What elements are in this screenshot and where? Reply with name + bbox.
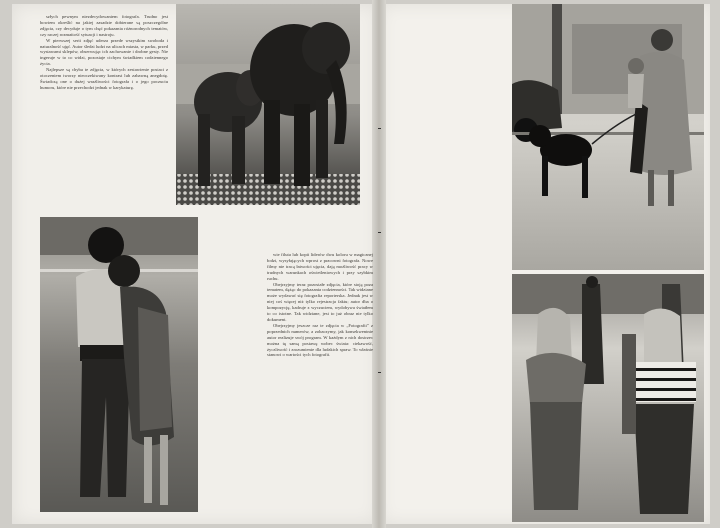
article-paragraph: wie filuta lub kopii liderów dwu koloru w magicznej łodzi, wysyłających wprost z pracowni fotografa. Nowe filmy nie tracą łatwości ujęcia, dają możliwość pracy w trudnych warunkach oświetleniowych i przy szybkim ruchu. <box>267 252 373 281</box>
article-column-2 <box>267 252 373 502</box>
article-paragraph: Najlepsze są chyba te zdjęcia, w których zestawienie postaci z otoczeniem tworzy nieoczekiwany kontrast lub zabawną anegdotę. Świadczą one o dużej wrażliwości fotografa i o jego poczuciu humoru, które nie przechodzi jednak w karykaturę. <box>40 67 168 90</box>
gutter-mark <box>378 232 381 233</box>
gutter-mark <box>378 128 381 129</box>
article-paragraph: Obejrzyjmy teraz pozostałe zdjęcia, które stoją poza tematem, dążąc do pokazania codzienności. Tak widziane może wydawać się fotografia reporterska. Jednak jest w niej coś więcej niż tylko rejestracja faktu; autor dba o kompozycję, kadruje z wyczuciem, wydobywa światłem to co istotne. Tak widziane, jest to już obraz nie tylko dokument. <box>267 281 373 322</box>
article-paragraph: W pierwszej serii zdjęć uderza przede wszystkim swoboda i naturalność ujęć. Autor śledzi ludzi na ulicach miasta, w parku, przed wystawami sklepów, obserwując ich zachowanie i drobne gesty. Nie ingeruje w to co widzi, pozostaje cichym świadkiem codziennego życia. <box>40 37 168 67</box>
women-walking-photo <box>512 274 704 522</box>
poodle-woman-photo <box>512 4 704 270</box>
couple-photo <box>40 217 198 512</box>
elephants-photo <box>176 4 360 205</box>
article-paragraph: szłych pewnym niezdecydowaniem fotografa. Trudno jest bowiem określić na jakiej zasadzie dobierane są poszczególne zdjęcia, czy decyduje o tym chęć pokazania różnorodnych tematów, czy raczej rozmaitość sytuacji i nastroju. <box>40 14 168 37</box>
page-gutter <box>372 0 386 528</box>
gutter-mark <box>378 372 381 373</box>
article-column-1 <box>40 14 168 184</box>
article-paragraph: Obejrzyjmy jeszcze raz te zdjęcia w „Fotografii” z poprzednich numerów, a zobaczymy, jak konsekwentnie autor realizuje swój program. W każdym z nich dostrzec można tę samą postawę wobec świata: ciekawość, życzliwość i zrozumienie dla ludzkich spraw. To właśnie stanowi o wartości tych fotografii. <box>267 322 373 358</box>
